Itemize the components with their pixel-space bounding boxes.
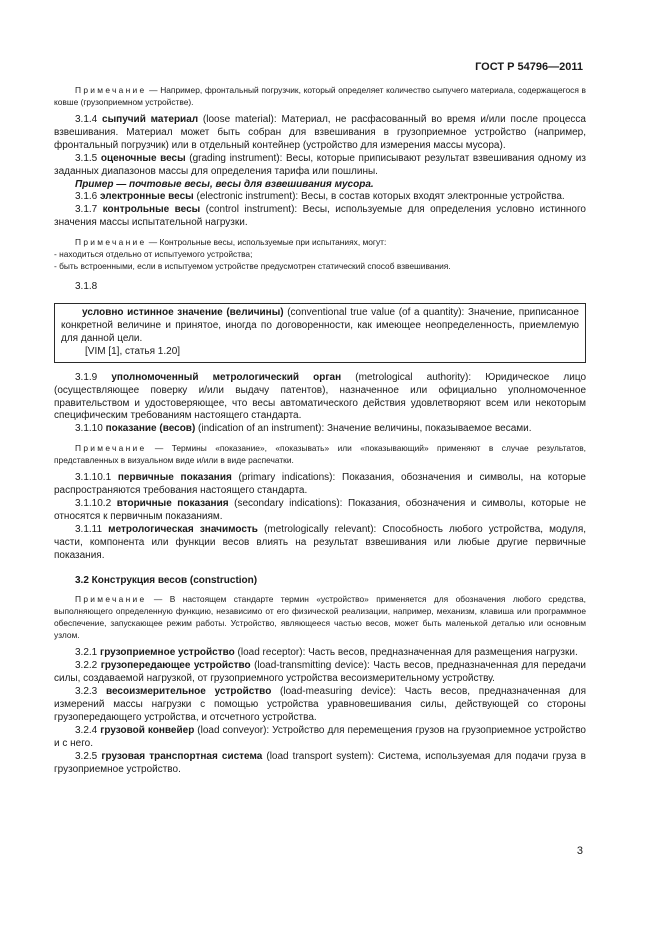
term-title: грузовая транспортная система	[101, 750, 263, 762]
note-label: Примечание	[75, 443, 147, 454]
note-label: Примечание	[75, 594, 147, 605]
term-3-2-5: 3.2.5 грузовая транспортная система (load transport system): Система, используемая для подачи груза в грузоприемное устройство.	[54, 750, 586, 775]
example-3-1-5: Пример — почтовые весы, весы для взвешивания мусора.	[75, 178, 374, 190]
term-3-2-2: 3.2.2 грузопередающее устройство (load-transmitting device): Часть весов, предназначенная для передачи силы, создаваемой нагрузкой, от грузоприемного устройства весоизмерительному устройству.	[54, 660, 586, 685]
note-1: Примечание — Например, фронтальный погрузчик, который определяет количество сыпучего материала, содержащегося в ковше (грузоприемном устройстве).	[54, 85, 586, 107]
note-2-item-1: - находиться отдельно от испытуемого устройства;	[54, 249, 253, 260]
term-title: первичные показания	[117, 472, 232, 484]
term-title: контрольные весы	[102, 204, 201, 216]
note-3: Примечание — Термины «показание», «показывать» или «показывающий» применяют в случае результатов, представленных в визуальном виде и/или в виде распечатки.	[54, 443, 587, 466]
note-label: Примечание	[75, 85, 147, 95]
term-3-1-7: 3.1.7 контрольные весы (control instrument): Весы, используемые для определения условно истинного значения массы испытательной нагрузки.	[54, 204, 586, 229]
term-title: метрологическая значимость	[108, 523, 258, 535]
term-title: условно истинное значение (величины)	[82, 307, 284, 319]
term-3-1-10: 3.1.10 показание (весов) (indication of an instrument): Значение величины, показываемое весами.	[75, 423, 532, 435]
term-title: уполномоченный метрологический орган	[111, 371, 342, 383]
term-title: грузопередающее устройство	[100, 660, 251, 672]
term-3-1-11: 3.1.11 метрологическая значимость (metrologically relevant): Способность любого устройства, модуля, части, компонента или функции весов влиять на результат взвешивания или любые другие первичные показания.	[54, 523, 587, 561]
note-label: Примечание	[75, 237, 147, 248]
note-2-item-2: - быть встроенными, если в испытуемом устройстве предусмотрен статический способ взвешивания.	[54, 261, 451, 272]
term-3-2-1: 3.2.1 грузоприемное устройство (load receptor): Часть весов, предназначенная для размещения нагрузки.	[75, 647, 578, 659]
term-3-1-10-1: 3.1.10.1 первичные показания (primary indications): Показания, обозначения и символы, на которые распространяются требования настоящего стандарта.	[54, 472, 586, 497]
page-number: 3	[576, 845, 583, 857]
term-title: грузоприемное устройство	[100, 647, 235, 659]
term-3-1-5: 3.1.5 оценочные весы (grading instrument): Весы, которые приписывают результат взвешивания одному из заданных диапазонов массы для определения тарифа или пошлины.	[54, 152, 586, 177]
term-title: сыпучий материал	[102, 114, 199, 125]
term-title: весоизмерительное устройство	[105, 686, 272, 698]
term-3-1-6: 3.1.6 электронные весы (electronic instrument): Весы, в состав которых входят электронные устройства.	[75, 191, 565, 203]
document-id-header: ГОСТ Р 54796—2011	[475, 61, 583, 73]
term-3-1-10-2: 3.1.10.2 вторичные показания (secondary indications): Показания, обозначения и символы, которые не относятся к первичным показаниям.	[54, 498, 587, 522]
term-title: показание (весов)	[105, 423, 196, 435]
term-3-1-4: 3.1.4 сыпучий материал (loose material): Материал, не расфасованный во время и/или после процесса взвешивания. Материал может быть собран для взвешивания в грузоприемное устройство (например, фронтальный погрузчик) или в отдельный контейнер (устройство для измерения массы мусора).	[54, 114, 586, 151]
term-title: электронные весы	[100, 191, 194, 203]
note-4: Примечание — В настоящем стандарте термин «устройство» применяется для обозначения любого средства, выполняющего определенную функцию, независимо от его физической реализации, например, механизм, клавиша или программное обеспечение, запускающее режим работы. Устройство, являющееся частью весов, может быть маленькой деталью или основным узлом.	[54, 594, 586, 641]
page-content	[54, 84, 586, 777]
term-3-1-9: 3.1.9 уполномоченный метрологический орган (metrological authority): Юридическое лицо (осуществляющее поверку и/или выдачу патентов), назначенное или официально уполномоченное правительством и удостоверяющее, что весы автоматического действия удовлетворяют всем или некоторым специфическим требованиям настоящего стандарта.	[54, 371, 587, 422]
term-title: грузовой конвейер	[100, 724, 195, 736]
vim-reference: [VIM [1], статья 1.20]	[85, 345, 181, 357]
term-3-2-4: 3.2.4 грузовой конвейер (load conveyor): Устройство для перемещения грузов на грузоприемное устройство и с него.	[54, 724, 586, 749]
section-3-2-heading: 3.2 Конструкция весов (construction)	[75, 574, 258, 586]
term-3-1-8-number: 3.1.8	[75, 281, 98, 293]
term-3-1-8: условно истинное значение (величины) (conventional true value (of a quantity): Значение, приписанное конкретной величине и принятое, иногда по договоренности, как имеющее неопределенность, приемлемую для данной цели.	[61, 307, 579, 344]
term-title: вторичные показания	[116, 498, 229, 510]
term-3-1-8-box	[54, 303, 586, 363]
term-title: оценочные весы	[100, 152, 186, 164]
term-3-2-3: 3.2.3 весоизмерительное устройство (load-measuring device): Часть весов, предназначенная для измерений массы нагрузки с помощью устройства уравновешивания силы, действующей со стороны грузопередающего устройства, и отсчетного устройства.	[54, 686, 586, 723]
note-2: Примечание — Контрольные весы, используемые при испытаниях, могут:	[75, 237, 387, 248]
